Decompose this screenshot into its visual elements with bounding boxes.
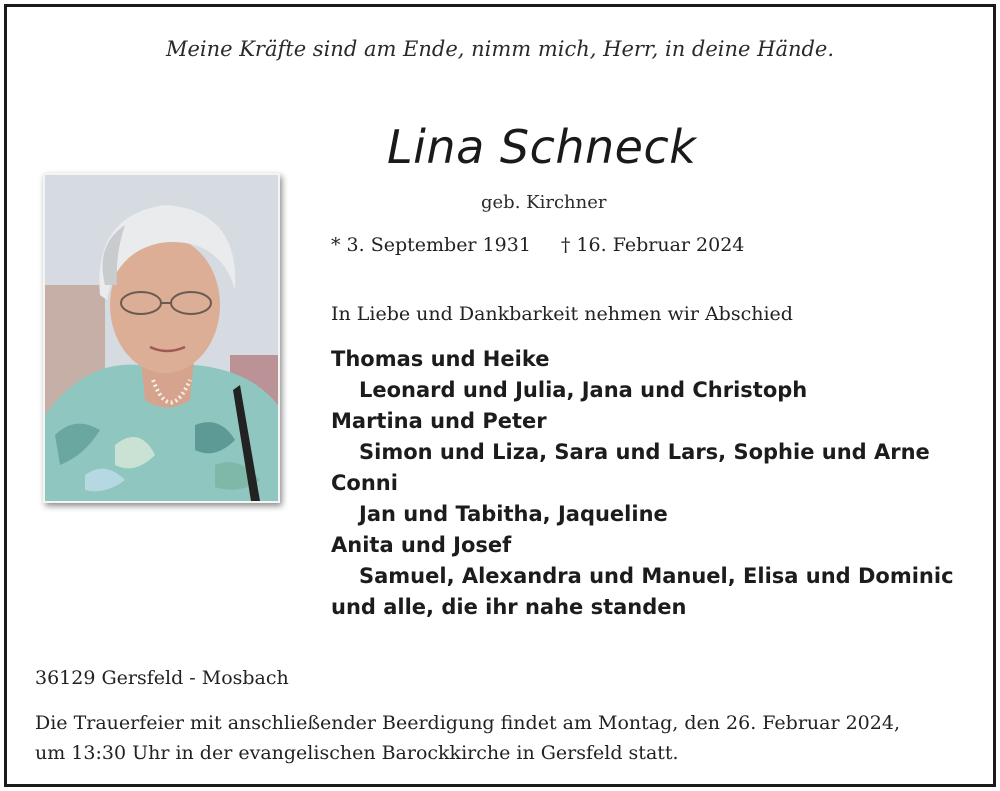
- obituary-frame: [4, 4, 996, 787]
- mourner-children-line: Jan und Tabitha, Jaqueline: [359, 502, 668, 526]
- mourner-family-line: und alle, die ihr nahe standen: [331, 595, 687, 619]
- mourner-family-line: Martina und Peter: [331, 409, 547, 433]
- mourner-children-line: Simon und Liza, Sara und Lars, Sophie und Arne: [359, 440, 930, 464]
- life-dates: [331, 234, 744, 256]
- service-line-2: um 13:30 Uhr in der evangelischen Barockkirche in Gersfeld statt.: [35, 742, 679, 764]
- mourner-family-line: Conni: [331, 471, 398, 495]
- mourners-list: [331, 344, 954, 623]
- funeral-service-notice: [35, 708, 975, 768]
- location: 36129 Gersfeld - Mosbach: [35, 667, 289, 689]
- portrait-image: [45, 175, 278, 501]
- motto-verse: Meine Kräfte sind am Ende, nimm mich, Herr, in deine Hände.: [165, 37, 835, 61]
- portrait-photo: [43, 173, 280, 503]
- birth-name: geb. Kirchner: [481, 192, 607, 213]
- death-date: † 16. Februar 2024: [560, 234, 745, 256]
- farewell-intro: In Liebe und Dankbarkeit nehmen wir Abschied: [331, 303, 793, 325]
- mourner-family-line: Anita und Josef: [331, 533, 512, 557]
- mourner-children-line: Leonard und Julia, Jana und Christoph: [359, 378, 808, 402]
- mourner-family-line: Thomas und Heike: [331, 347, 550, 371]
- deceased-name: Lina Schneck: [387, 120, 697, 174]
- service-line-1: Die Trauerfeier mit anschließender Beerdigung findet am Montag, den 26. Februar 2024,: [35, 712, 900, 734]
- mourner-children-line: Samuel, Alexandra und Manuel, Elisa und Dominic: [359, 564, 954, 588]
- birth-date: * 3. September 1931: [331, 234, 531, 256]
